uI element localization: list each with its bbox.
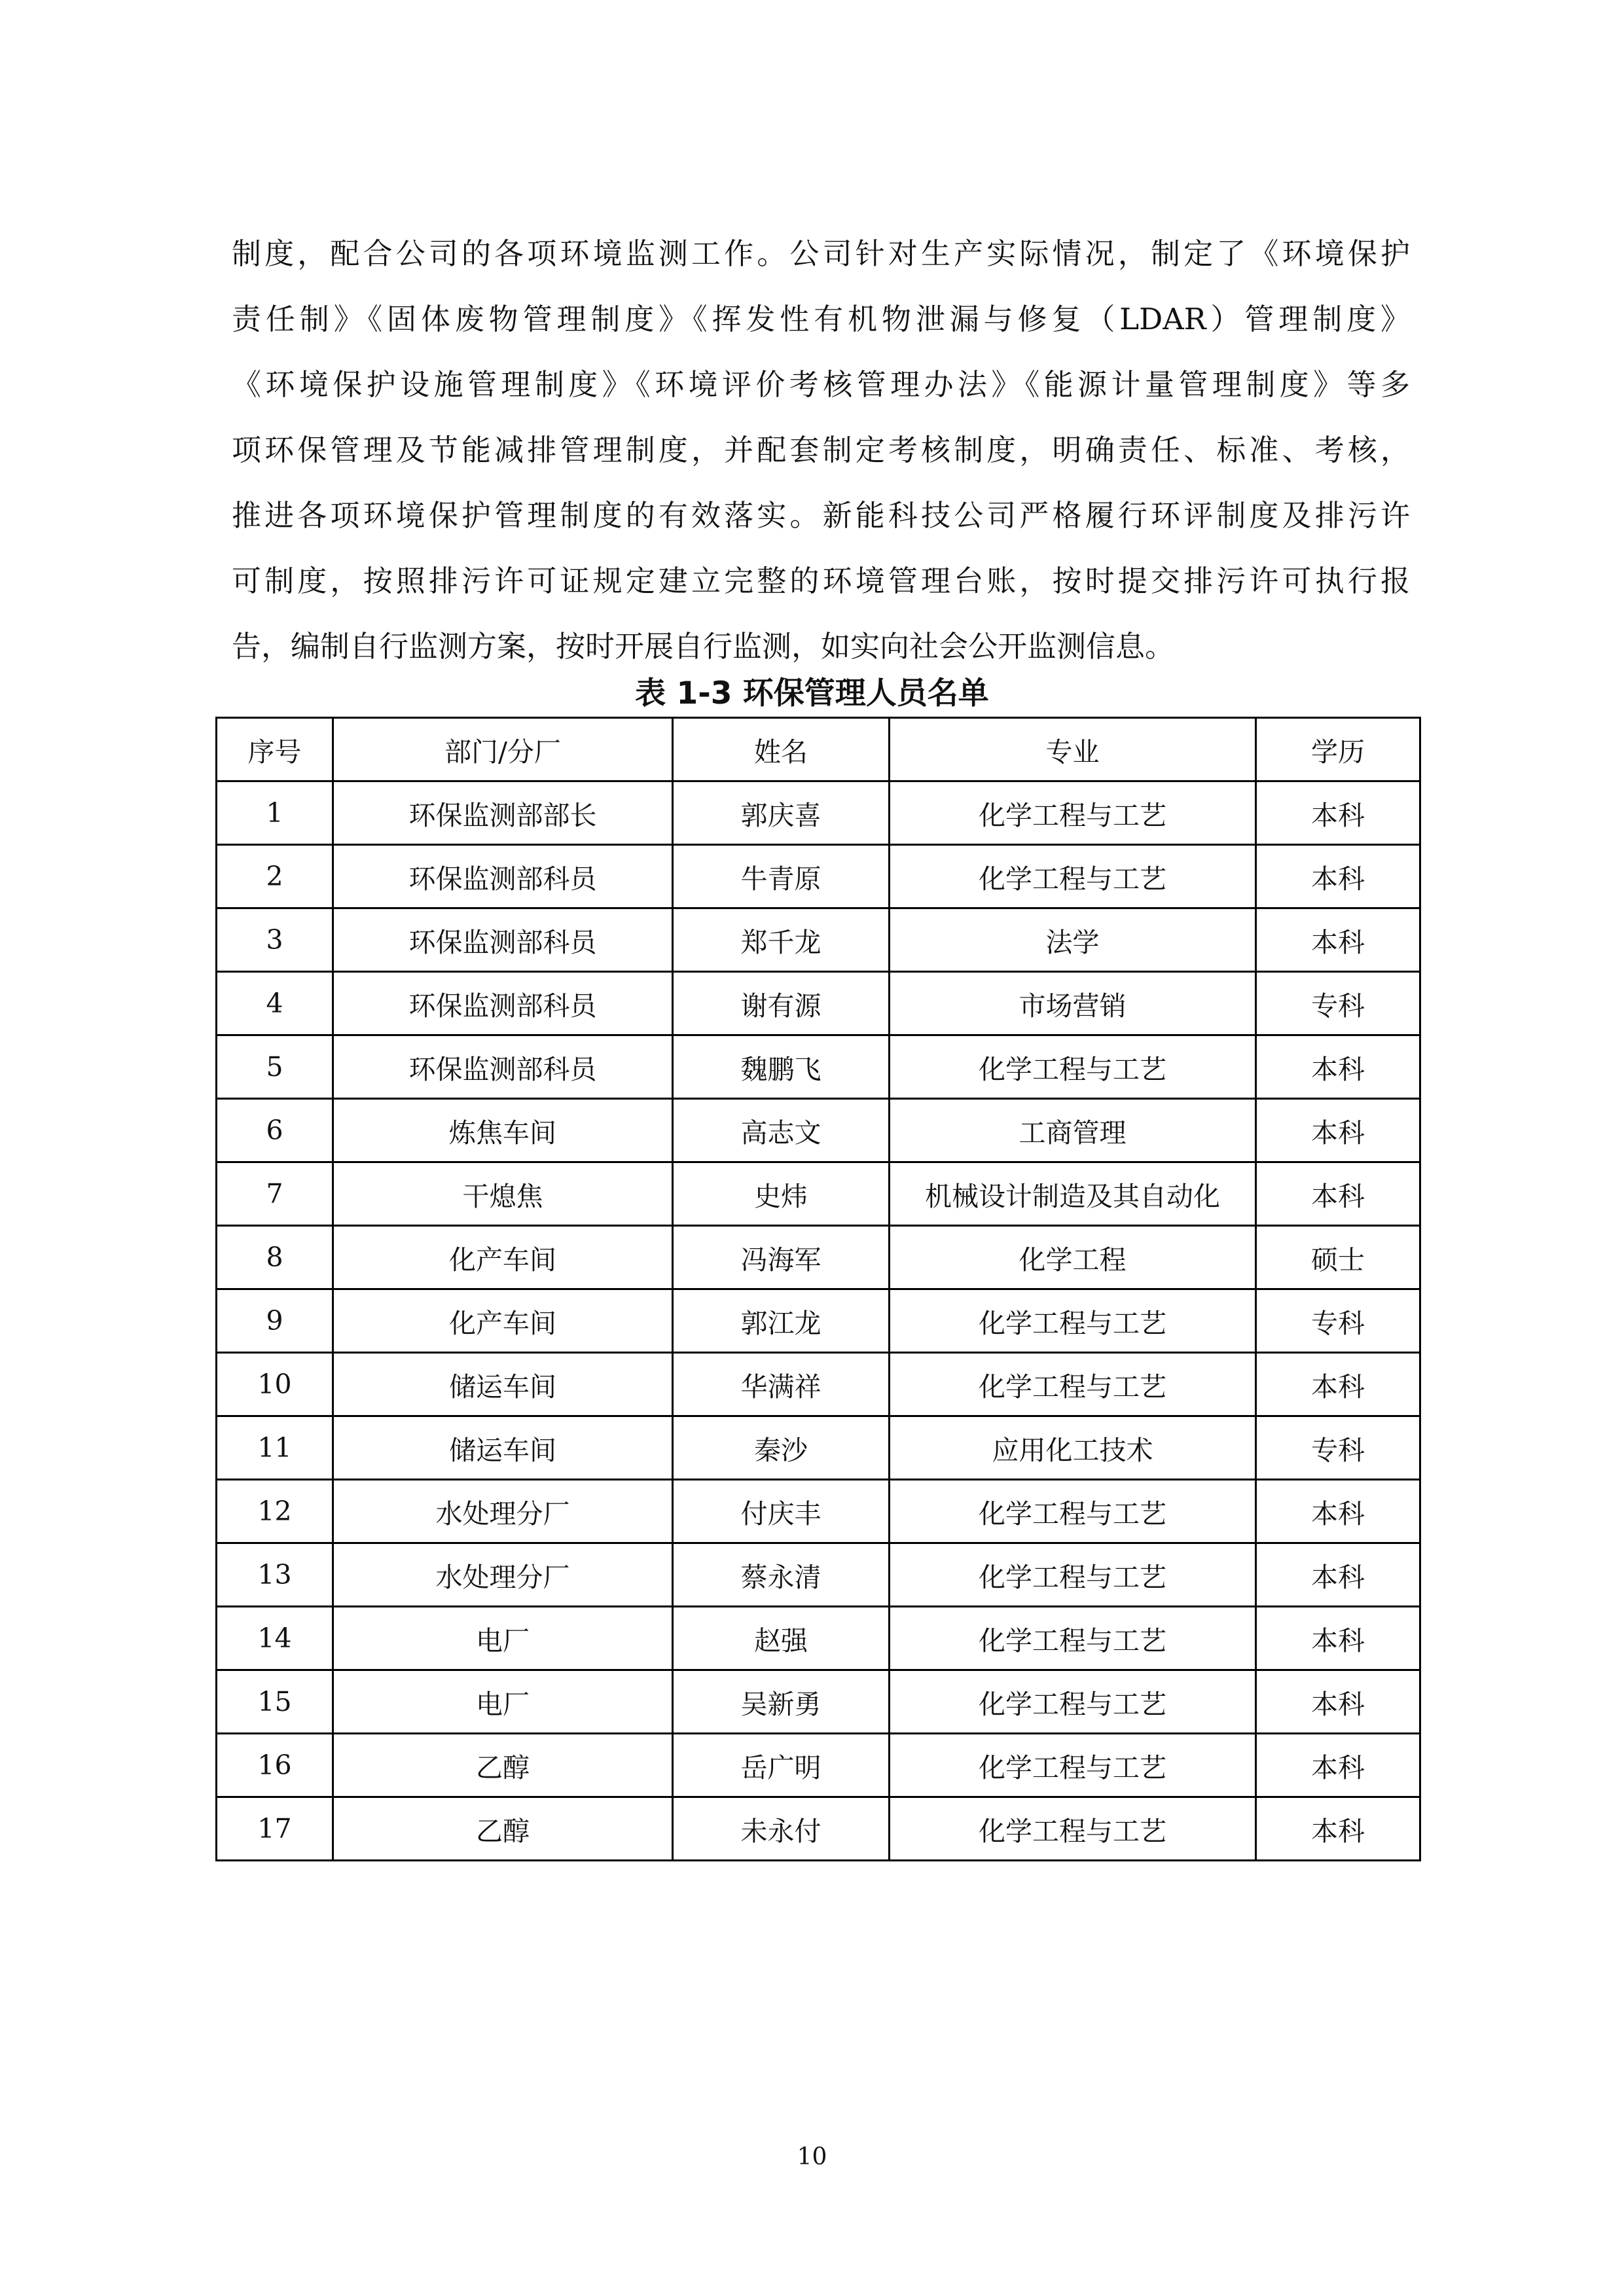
cell-name: 魏鹏飞: [673, 1035, 890, 1099]
cell-index: 1: [217, 781, 333, 845]
cell-major: 化学工程与工艺: [890, 1543, 1256, 1607]
header-department: 部门/分厂: [333, 718, 673, 781]
cell-index: 2: [217, 845, 333, 908]
cell-name: 郭江龙: [673, 1289, 890, 1353]
body-line: 《环境保护设施管理制度》《环境评价考核管理办法》《能源计量管理制度》等多: [232, 367, 1410, 402]
body-line: 项环保管理及节能减排管理制度，并配套制定考核制度，明确责任、标准、考核，: [232, 433, 1410, 467]
cell-index: 3: [217, 908, 333, 972]
cell-index: 16: [217, 1734, 333, 1797]
cell-department: 环保监测部科员: [333, 1035, 673, 1099]
cell-education: 本科: [1256, 845, 1420, 908]
table-header: [217, 718, 1420, 781]
cell-index: 11: [217, 1416, 333, 1480]
cell-index: 5: [217, 1035, 333, 1099]
table-row: [217, 1099, 1420, 1162]
cell-department: 电厂: [333, 1670, 673, 1734]
cell-education: 硕士: [1256, 1226, 1420, 1289]
cell-index: 7: [217, 1162, 333, 1226]
table-row: [217, 972, 1420, 1035]
cell-major: 化学工程与工艺: [890, 1734, 1256, 1797]
cell-index: 10: [217, 1353, 333, 1416]
table-header-row: [217, 718, 1420, 781]
table-row: [217, 845, 1420, 908]
table-row: [217, 1226, 1420, 1289]
table-row: [217, 1797, 1420, 1861]
cell-major: 化学工程与工艺: [890, 1797, 1256, 1861]
cell-name: 华满祥: [673, 1353, 890, 1416]
staff-table: [215, 717, 1421, 1861]
body-line: 可制度，按照排污许可证规定建立完整的环境管理台账，按时提交排污许可执行报: [232, 564, 1410, 598]
cell-education: 本科: [1256, 1035, 1420, 1099]
cell-education: 本科: [1256, 781, 1420, 845]
cell-major: 化学工程与工艺: [890, 1607, 1256, 1670]
cell-major: 化学工程与工艺: [890, 1035, 1256, 1099]
cell-major: 机械设计制造及其自动化: [890, 1162, 1256, 1226]
cell-name: 牛青原: [673, 845, 890, 908]
cell-index: 17: [217, 1797, 333, 1861]
body-line: 推进各项环境保护管理制度的有效落实。新能科技公司严格履行环评制度及排污许: [232, 498, 1410, 533]
cell-education: 本科: [1256, 1353, 1420, 1416]
cell-major: 化学工程与工艺: [890, 1353, 1256, 1416]
cell-index: 13: [217, 1543, 333, 1607]
cell-major: 化学工程与工艺: [890, 845, 1256, 908]
cell-major: 化学工程与工艺: [890, 1480, 1256, 1543]
cell-department: 环保监测部科员: [333, 908, 673, 972]
cell-index: 15: [217, 1670, 333, 1734]
cell-department: 乙醇: [333, 1734, 673, 1797]
cell-department: 化产车间: [333, 1289, 673, 1353]
cell-department: 炼焦车间: [333, 1099, 673, 1162]
cell-major: 市场营销: [890, 972, 1256, 1035]
body-line: 告，编制自行监测方案，按时开展自行监测，如实向社会公开监测信息。: [232, 629, 1175, 664]
table-row: [217, 1035, 1420, 1099]
cell-major: 化学工程与工艺: [890, 1289, 1256, 1353]
table-body: [217, 781, 1420, 1861]
cell-index: 6: [217, 1099, 333, 1162]
cell-name: 岳广明: [673, 1734, 890, 1797]
cell-name: 付庆丰: [673, 1480, 890, 1543]
cell-name: 蔡永清: [673, 1543, 890, 1607]
cell-education: 本科: [1256, 1670, 1420, 1734]
cell-index: 12: [217, 1480, 333, 1543]
page-number: 10: [797, 2144, 827, 2170]
cell-department: 储运车间: [333, 1353, 673, 1416]
cell-major: 应用化工技术: [890, 1416, 1256, 1480]
cell-education: 本科: [1256, 1607, 1420, 1670]
table-row: [217, 781, 1420, 845]
cell-department: 化产车间: [333, 1226, 673, 1289]
table-row: [217, 1353, 1420, 1416]
body-line: 责任制》《固体废物管理制度》《挥发性有机物泄漏与修复（LDAR）管理制度》: [232, 302, 1410, 336]
cell-department: 环保监测部科员: [333, 845, 673, 908]
cell-index: 4: [217, 972, 333, 1035]
cell-name: 史炜: [673, 1162, 890, 1226]
table-row: [217, 1162, 1420, 1226]
cell-index: 9: [217, 1289, 333, 1353]
table-row: [217, 1607, 1420, 1670]
cell-department: 环保监测部部长: [333, 781, 673, 845]
cell-department: 水处理分厂: [333, 1543, 673, 1607]
cell-department: 水处理分厂: [333, 1480, 673, 1543]
cell-education: 本科: [1256, 1543, 1420, 1607]
cell-education: 本科: [1256, 1099, 1420, 1162]
cell-name: 赵强: [673, 1607, 890, 1670]
table-row: [217, 1416, 1420, 1480]
body-paragraph: [232, 221, 1410, 679]
cell-index: 14: [217, 1607, 333, 1670]
cell-major: 法学: [890, 908, 1256, 972]
cell-name: 郭庆喜: [673, 781, 890, 845]
cell-education: 本科: [1256, 1797, 1420, 1861]
body-line: 制度，配合公司的各项环境监测工作。公司针对生产实际情况，制定了《环境保护: [232, 236, 1410, 271]
table-row: [217, 1480, 1420, 1543]
cell-education: 本科: [1256, 1734, 1420, 1797]
cell-department: 电厂: [333, 1607, 673, 1670]
cell-education: 本科: [1256, 1480, 1420, 1543]
table-row: [217, 1670, 1420, 1734]
cell-name: 秦沙: [673, 1416, 890, 1480]
cell-education: 本科: [1256, 1162, 1420, 1226]
cell-education: 专科: [1256, 972, 1420, 1035]
cell-major: 化学工程与工艺: [890, 1670, 1256, 1734]
cell-major: 化学工程: [890, 1226, 1256, 1289]
header-index: 序号: [217, 718, 333, 781]
cell-department: 干熄焦: [333, 1162, 673, 1226]
header-major: 专业: [890, 718, 1256, 781]
cell-name: 吴新勇: [673, 1670, 890, 1734]
cell-education: 本科: [1256, 908, 1420, 972]
table-row: [217, 908, 1420, 972]
cell-name: 高志文: [673, 1099, 890, 1162]
cell-index: 8: [217, 1226, 333, 1289]
header-name: 姓名: [673, 718, 890, 781]
cell-department: 乙醇: [333, 1797, 673, 1861]
cell-education: 专科: [1256, 1416, 1420, 1480]
cell-major: 化学工程与工艺: [890, 781, 1256, 845]
cell-name: 谢有源: [673, 972, 890, 1035]
header-education: 学历: [1256, 718, 1420, 781]
cell-name: 冯海军: [673, 1226, 890, 1289]
table-row: [217, 1543, 1420, 1607]
table-row: [217, 1289, 1420, 1353]
cell-education: 专科: [1256, 1289, 1420, 1353]
cell-name: 未永付: [673, 1797, 890, 1861]
cell-name: 郑千龙: [673, 908, 890, 972]
table-row: [217, 1734, 1420, 1797]
cell-department: 储运车间: [333, 1416, 673, 1480]
table-caption: 表 1-3 环保管理人员名单: [635, 675, 989, 711]
cell-major: 工商管理: [890, 1099, 1256, 1162]
cell-department: 环保监测部科员: [333, 972, 673, 1035]
